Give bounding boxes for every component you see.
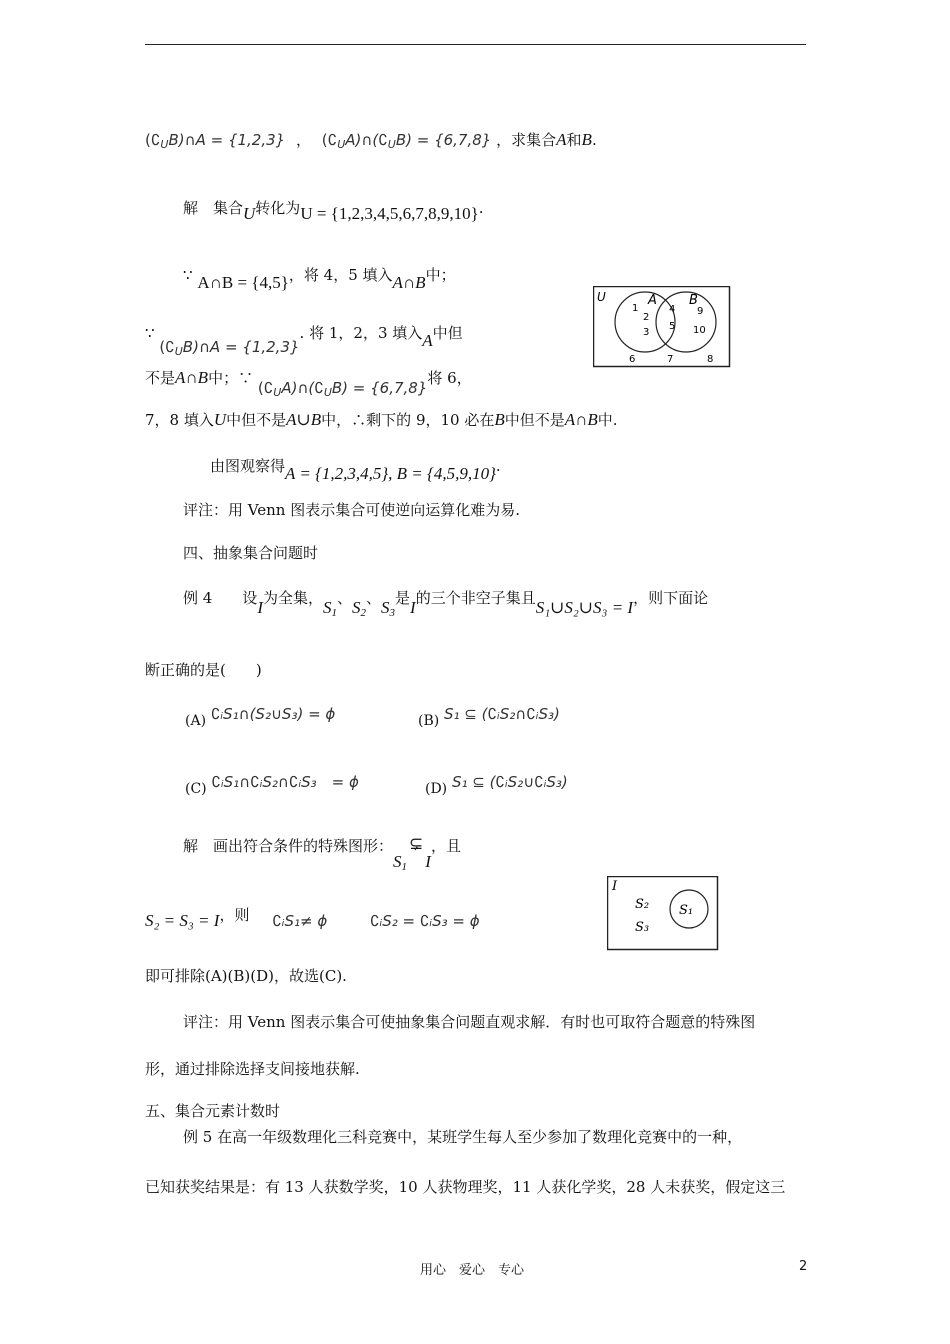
svg-text:10: 10 bbox=[693, 325, 706, 336]
option-c[interactable]: (C) ∁ᵢS₁∩∁ᵢS₂∩∁ᵢS₃ = ϕ bbox=[185, 773, 359, 797]
expr-cua-cap-cub: $(∁_UA)\cap(∁_UB) = \{6,7,8\}$ bbox=[321, 131, 492, 151]
venn-diagram-s bbox=[607, 876, 719, 951]
remark-2: 评注：用 Venn 图表示集合可使抽象集合问题直观求解．有时也可取符合题意的特殊图 bbox=[183, 1013, 756, 1031]
venn-diagram-ab bbox=[593, 286, 731, 368]
example-4-question: 断正确的是( ) bbox=[145, 661, 262, 679]
expr-cua-cap-cub-2: $(∁_UA)\cap(∁_UB) = \{6,7,8\}$ bbox=[257, 379, 428, 399]
svg-text:2: 2 bbox=[643, 312, 650, 323]
example-4-line: 例 4 设I为全集，$S_1$、$S_2$、$S_3$是I的三个非空子集且S₁∪S₂∪S₃ = I，则下面论 bbox=[183, 589, 709, 619]
section-5-heading: 五、集合元素计数时 bbox=[145, 1102, 281, 1120]
solution-line-2: S₂ = S₃ = I，则 ∁ᵢS₁≠ ϕ ∁ᵢS₂ = ∁ᵢS₃ = ϕ bbox=[145, 906, 480, 930]
expr-cub-cap-a-2: $(∁_UB)\cap A = \{1,2,3\}$ bbox=[159, 338, 300, 358]
universal-set-eq: U = {1,2,3,4,5,6,7,8,9,10} bbox=[300, 204, 479, 223]
svg-text:9: 9 bbox=[697, 306, 704, 317]
venn-label-u: U bbox=[597, 290, 606, 304]
conclusion: 即可排除(A)(B)(D)，故选(C). bbox=[145, 967, 347, 985]
a-cap-b-eq: A∩B = {4,5} bbox=[197, 273, 289, 292]
option-a[interactable]: (A) ∁ᵢS₁∩(S₂∪S₃) = ϕ bbox=[185, 705, 336, 729]
svg-text:8: 8 bbox=[707, 354, 714, 365]
venn2-label-s3: S₃ bbox=[635, 920, 650, 935]
solution-line: 解 画出符合条件的特殊图形：$S_1⊊I$，且 bbox=[183, 834, 461, 873]
option-b[interactable]: (B) S₁ ⊆ (∁ᵢS₂∩∁ᵢS₃) bbox=[418, 705, 560, 729]
remark-1: 评注：用 Venn 图表示集合可使逆向运算化难为易. bbox=[183, 501, 520, 519]
venn2-universe-box bbox=[608, 877, 718, 950]
line-2: 解 集合U转化为U = {1,2,3,4,5,6,7,8,9,10}. bbox=[183, 199, 484, 223]
line-6: 7，8 填入U中但不是A∪B中，∴剩下的 9，10 必在B中但不是A∩B中. bbox=[145, 410, 618, 429]
expr-cub-cap-a: $(∁_UB)\cap A = \{1,2,3\}$ bbox=[145, 131, 286, 151]
result-eq: A = {1,2,3,4,5}, B = {4,5,9,10} bbox=[285, 464, 496, 483]
option-d[interactable]: (D) S₁ ⊆ (∁ᵢS₂∪∁ᵢS₃) bbox=[425, 773, 568, 797]
line-3: ∵ A∩B = {4,5}，将 4，5 填入A∩B中； bbox=[183, 266, 456, 292]
venn2-label-i: I bbox=[612, 879, 618, 894]
svg-text:6: 6 bbox=[629, 354, 636, 365]
venn2-label-s1: S₁ bbox=[679, 903, 694, 918]
footer-slogan: 用心 爱心 专心 bbox=[420, 1263, 525, 1278]
venn-circle-b bbox=[656, 292, 716, 352]
svg-text:7: 7 bbox=[667, 354, 674, 365]
svg-text:3: 3 bbox=[643, 327, 650, 338]
header-rule bbox=[145, 44, 806, 45]
venn-label-b: B bbox=[689, 293, 698, 308]
union-eq: S₁∪S₂∪S₃ = I bbox=[535, 598, 634, 617]
svg-text:5: 5 bbox=[669, 321, 676, 332]
example-5-line-2: 已知获奖结果是：有 13 人获数学奖，10 人获物理奖，11 人获化学奖，28 人未获奖，假定这三 bbox=[145, 1178, 786, 1196]
line-4: ∵ $(∁_UB)\cap A = \{1,2,3\}$. 将 1，2，3 填入A中但 bbox=[145, 324, 463, 358]
venn-label-a: A bbox=[648, 293, 657, 308]
line-1: $(∁_UB)\cap A = \{1,2,3\}$ ， $(∁_UA)\cap(∁_UB) = \{6,7,8\}$ ，求集合A和B. bbox=[145, 130, 597, 151]
line-5: 不是A∩B中；∵ $(∁_UA)\cap(∁_UB) = \{6,7,8\}$将 6， bbox=[145, 368, 472, 399]
line-7: 由图观察得A = {1,2,3,4,5}, B = {4,5,9,10}. bbox=[210, 457, 501, 483]
example-5-line-1: 例 5 在高一年级数理化三科竞赛中，某班学生每人至少参加了数理化竞赛中的一种， bbox=[183, 1128, 743, 1146]
svg-text:4: 4 bbox=[669, 304, 676, 315]
section-4-heading: 四、抽象集合问题时 bbox=[183, 544, 319, 562]
venn2-label-s2: S₂ bbox=[635, 897, 650, 912]
page-number: 2 bbox=[799, 1259, 808, 1274]
svg-text:1: 1 bbox=[632, 303, 639, 314]
remark-2-cont: 形，通过排除选择支间接地获解. bbox=[145, 1060, 360, 1078]
